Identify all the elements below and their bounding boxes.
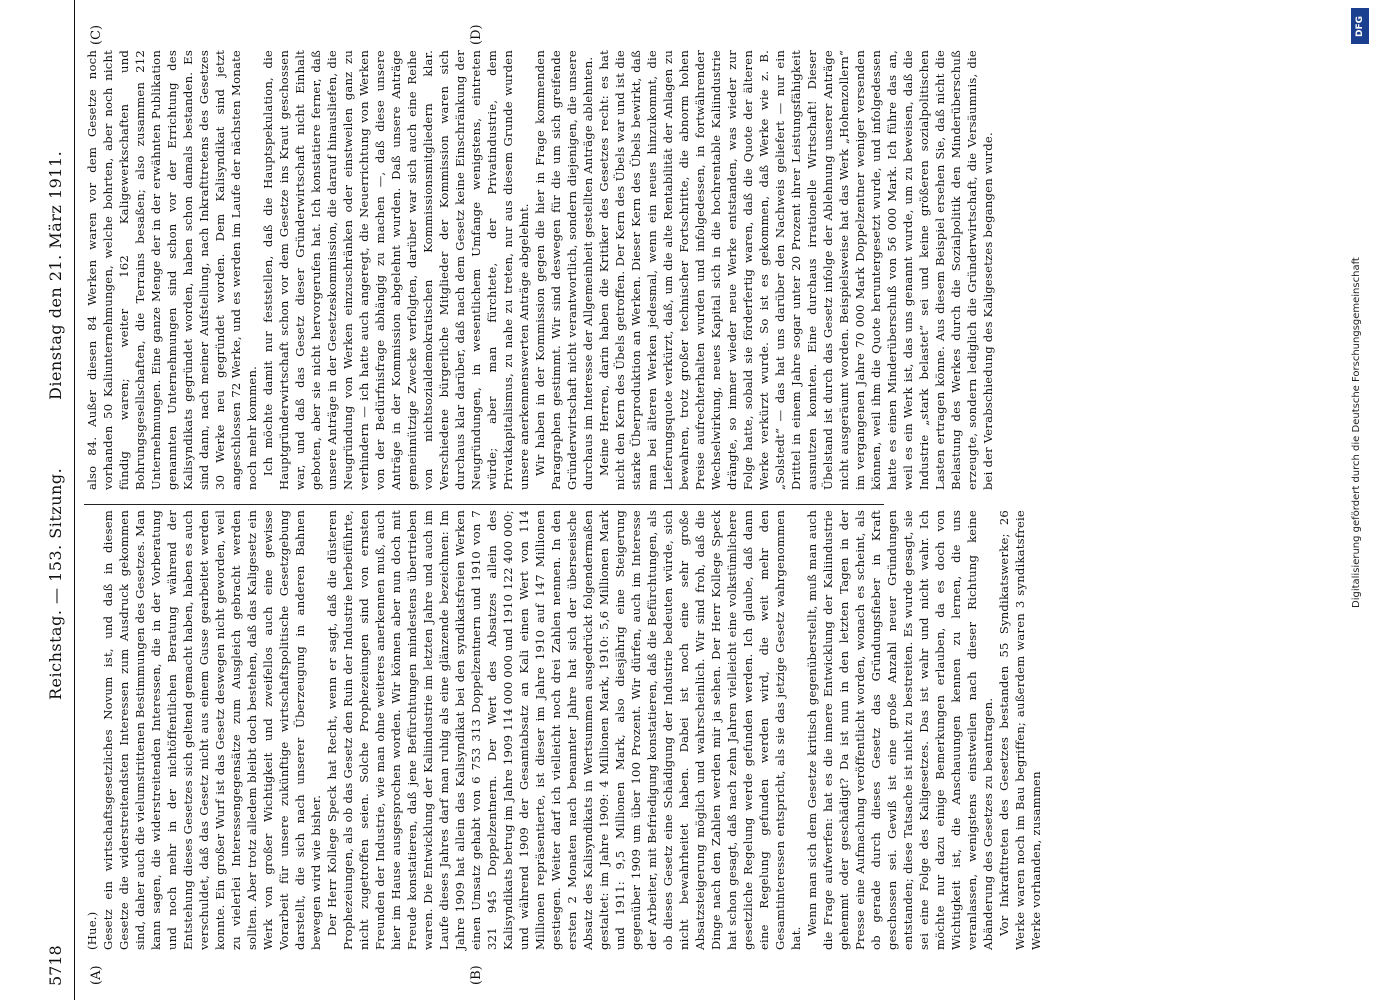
paragraph: Wenn man sich dem Gesetze kritisch gegenüberstellt, muß man auch die Frage aufwerfen: hat es die innere Entwicklung der Kaliindustrie gehemmt oder geschädigt? Da ist nun in den letzten Tagen in der Presse eine Aufmachung veröffentlicht worden, wonach es scheint, als ob gerade durch dieses Gesetz das Gründungsfieber in Kraft geschossen sei. Gewiß ist eine große Anzahl neuer Gründungen entstanden; diese Tatsache ist nicht zu bestreiten. Es wurde gesagt, sie sei eine Folge des Kaligesetzes. Das ist wahr und nicht wahr. Ich möchte nur dazu einige Bemerkungen erlauben, da es doch von Wichtigkeit ist, die Anschauungen kennen zu lernen, die uns veranlassen, wenigstens einstweilen nach dieser Richtung keine Abänderung des Gesetzes zu beantragen.: [805, 510, 995, 950]
dfg-logo: DFG: [1351, 8, 1369, 44]
paragraph: Wir haben in der Kommission gegen die hier in Frage kommenden Paragraphen gestimmt. Wir sind deswegen für die um sich greifende Gründerwirtschaft nicht verantwortlich, sondern diejenigen, die unsere durchaus im Interesse der Allgemeinheit gestellten Anträge ablehnten.: [533, 50, 595, 490]
page-header: [44, 0, 75, 1000]
scanned-page: [44, 0, 1043, 1000]
paragraph: Meine Herren, darin haben die Kritiker des Gesetzes recht: es hat nicht den Kern des Übels getroffen. Der Kern des Übels war und ist die starke Überproduktion an Werken. Dieser Kern des Übels bewirkt, daß man bei älteren Werken jedesmal, wenn ein neues hinzukommt, die Lieferungsquote verkürzt, daß, um die alte Rentabilität der Anlagen zu bewahren, trotz großer technischer Fortschritte, die abnorm hohen Preise aufrechterhalten wurden und infolgedessen, in fortwährender Wechselwirkung, neues Kapital sich in die hochrentable Kaliindustrie drängte, so immer wieder neue Werke entstanden, was wieder zur Folge hatte, sobald sie förderfertig waren, daß die Quote der älteren Werke verkürzt wurde. So ist es gekommen, daß Werke wie z. B. „Solstedt“ — das hat uns darüber den Nachweis geliefert — nur ein Drittel in einem Jahre sogar unter 20 Prozent ihrer Leistungsfähigkeit ausnutzen konnten. Eine durchaus irrationelle Wirtschaft! Dieser Übelstand ist durch das Gesetz infolge der Ablehnung unserer Anträge nicht ausgeräumt worden. Beispielsweise hat das Werk „Hohenzollern“ im vergangenen Jahre 70 000 Mark Doppelzentner weniger versenden können, weil ihm die Quote heruntergesetzt wurde, und infolgedessen hatte es einen Minderüberschuß von 56 000 Mark. Ich führe das an, weil es ein Werk ist, das uns genannt wurde, um zu beweisen, daß die Industrie „stark belastet“ sei und keine größeren sozialpolitischen Lasten ertragen könne. Aus diesem Beispiel ersehen Sie, daß nicht die Belastung des Werkes durch die Sozialpolitik den Minderüberschuß erzeugte, sondern lediglich die Gründerwirtschaft, die Versäumnis, die bei der Verabschiedung des Kaligesetzes begangen wurde.: [597, 50, 995, 490]
margin-marker-a: (A): [89, 965, 104, 985]
paragraph: also 84. Außer diesen 84 Werken waren vor dem Gesetze noch vorhanden 50 Kaliunternehmungen, welche bohrten, aber noch nicht fündig waren; weiter 162 Kaligewerkschaften und Bohrungsgesellschaften, die Terrains besaßen; also zusammen 212 Unternehmungen. Eine ganze Menge der in der erwähnten Publikation genannten Unternehmungen sind schon vor der Errichtung des Kalisyndikats gegründet worden, haben schon damals bestanden. Es sind dann, nach meiner Aufstellung, nach Inkrafttretens des Gesetzes 30 Werke neu gegründet worden. Dem Kalisyndikat sind jetzt angeschlossen 72 Werke, und es werden im Laufe der nächsten Monate noch mehr kommen.: [85, 50, 259, 490]
running-title-right: Dienstag den 21. März 1911.: [46, 150, 65, 400]
paragraph: Gesetz ein wirtschaftsgesetzliches Novum ist, und daß in diesem Gesetze die widerstreitendsten Interessen zum Ausdruck gekommen sind, daher auch die vielumstrittenen Bestimmungen des Gesetzes. Man kann sagen, die widerstreitenden Interessen, die in der Vorberatung und noch mehr in der nichtöffentlichen Beratung während der Entstehung dieses Gesetzes sich geltend gemacht haben, haben es auch verschuldet, daß das Gesetz nicht aus einem Gusse gearbeitet werden konnte. Ein großer Wurf ist das Gesetz deswegen nicht geworden, weil zu vielerlei Interessengegensätze zum Ausgleich gebracht werden sollten. Aber trotz alledem bleibt doch bestehen, daß das Kaligesetz ein Werk von großer Wichtigkeit und zweifellos auch eine gewisse Vorarbeit für unsere zukünftige wirtschaftspolitische Gesetzgebung darstellt, die sich nach unserer Überzeugung in anderen Bahnen bewegen wird wie bisher.: [101, 509, 323, 950]
column-divider: [84, 504, 884, 505]
paragraph: Ich möchte damit nur feststellen, daß die Hauptspekulation, die Hauptgründerwirtschaft schon vor dem Gesetze ins Kraut geschossen war, und daß das Gesetz dieser Gründerwirtschaft nicht Einhalt geboten, aber sie nicht hervorgerufen hat. Ich konstatiere ferner, daß unsere Anträge in der Gesetzeskommission, die darauf hinausliefen, die Neugründung von Werken einzuschränken oder einstweilen ganz zu verhindern — ich hatte auch angeregt, die Neuerrichtung von Werken von der Bedürfnisfrage abhängig zu machen —, daß diese unsere Anträge in der Kommission abgelehnt wurden. Daß unsere Anträge gemeinnützige Zwecke verfolgten, darüber war sich auch eine Reihe von nichtsozialdemokratischen Kommissionsmitgliedern klar. Verschiedene bürgerliche Mitglieder der Kommission waren sich durchaus klar darüber, daß nach dem Gesetz keine Einschränkung der Neugründungen, in wesentlichem Umfange wenigstens, eintreten würde; aber man fürchtete, der Privatindustrie, dem Privatkapitalismus, zu nahe zu treten, nur aus diesem Grunde wurden unsere anerkennenswerten Anträge abgelehnt.: [261, 50, 531, 490]
paragraph: Vor Inkrafttreten des Gesetzes bestanden 55 Syndikatswerke; 26 Werke waren noch im Bau begriffen; außerdem waren 3 syndikatsfreie Werke vorhanden, zusammen: [997, 510, 1043, 950]
left-column: [84, 510, 1044, 950]
margin-marker-d: (D): [469, 24, 484, 45]
running-title-left: Reichstag. — 153. Sitzung.: [46, 467, 65, 700]
paragraph: Der Herr Kollege Speck hat Recht, wenn er sagt, daß die düsteren Prophezeiungen, als ob das Gesetz den Ruin der Industrie herbeiführte, nicht zugetroffen seien. Solche Prophezeiungen sind von ernsten Freunden der Industrie, wie man ohne weiteres anerkennen muß, auch hier im Hause ausgesprochen worden. Wir können aber nun doch mit Freude konstatieren, daß jene Befürchtungen mindestens übertrieben waren. Die Entwicklung der Kaliindustrie im letzten Jahre und auch im Laufe dieses Jahres darf man ruhig als eine glänzende bezeichnen: Im Jahre 1909 hat allein das Kalisyndikat bei den syndikatsfreien Werken einen Umsatz gehabt von 6 753 313 Doppelzentnern und 1910 von 7 321 945 Doppelzentnern. Der Wert des Absatzes allein des Kalisyndikats betrug im Jahre 1909 114 000 000 und 1910 122 400 000; und während 1909 der Gesamtabsatz an Kali einen Wert von 114 Millionen repräsentierte, ist dieser im Jahre 1910 auf 147 Millionen gestiegen. Weiter darf ich vielleicht noch drei Zahlen nennen. In den ersten 2 Monaten nach benannter Jahre hat sich der überseeische Absatz des Kalisyndikats in Wertsummen ausgedrückt folgendermaßen gestaltet: im Jahre 1909: 4 Millionen Mark, 1910: 5,6 Millionen Mark und 1911: 9,5 Millionen Mark, also diesjährig eine Steigerung gegenüber 1909 um über 100 Prozent. Wir dürfen, auch im Interesse der Arbeiter, mit Befriedigung konstatieren, daß die Befürchtungen, als ob dieses Gesetz eine Schädigung der Industrie bedeuten würde, sich nicht bewahrheitet haben. Dabei ist noch eine sehr große Absatzsteigerung möglich und wahrscheinlich. Wir sind froh, daß die Dinge nach den Zahlen werden mir ja sehen. Der Herr Kollege Speck hat schon gesagt, daß nach zehn Jahren vielleicht eine volkstümlichere gesetzliche Regelung werde gefunden werden. Ich glaube, daß dann eine Regelung gefunden werden wird, die weit mehr den Gesamtinteressen entspricht, als sie das jetzige Gesetz wahrgenommen hat.: [325, 509, 803, 950]
speaker-tag: (Hue.): [85, 911, 99, 950]
right-column: [84, 50, 996, 490]
margin-marker-c: (C): [89, 24, 104, 45]
margin-marker-b: (B): [469, 965, 484, 985]
page-number: 5718: [46, 945, 65, 986]
digitization-credit: Digitalisierung gefördert durch die Deutsche Forschungsgemeinschaft: [1351, 257, 1362, 608]
